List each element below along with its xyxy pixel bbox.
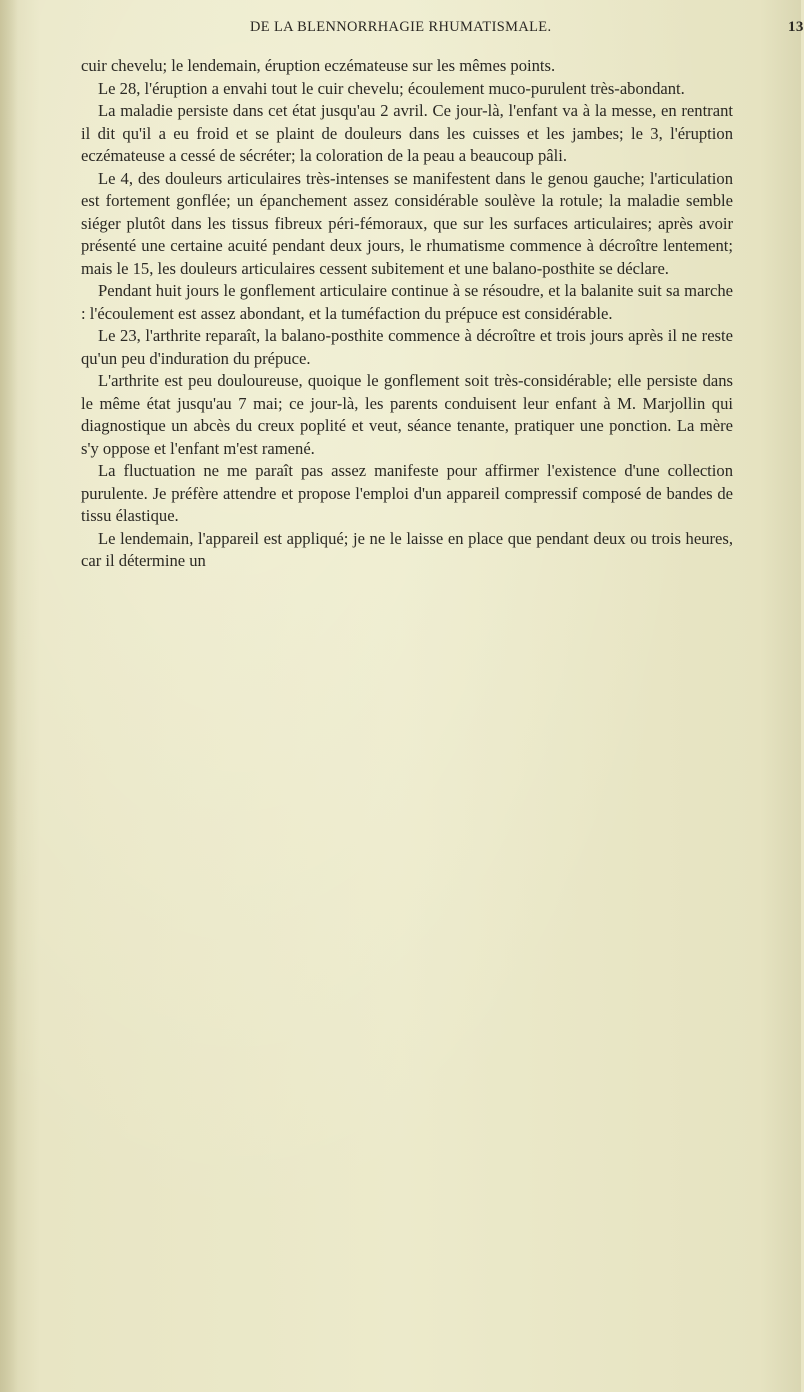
paragraph: Le 4, des douleurs articulaires très-intenses se manifestent dans le genou gauche; l'articulation est fortement gonflée; un épanchement assez considérable soulève la rotule; la maladie semble siéger plutôt dans les tissus fibreux péri-fémoraux, que sur les surfaces articulaires; après avoir présenté une certaine acuité pendant deux jours, le rhumatisme commence à décroître lentement; mais le 15, les douleurs articulaires cessent subitement et une balano-posthite se déclare.	[81, 168, 733, 278]
paragraph-continuation: cuir chevelu; le lendemain, éruption eczémateuse sur les mêmes points.	[81, 56, 556, 75]
running-title: DE LA BLENNORRHAGIE RHUMATISMALE.	[250, 19, 552, 35]
paragraph: La fluctuation ne me paraît pas assez manifeste pour affirmer l'existence d'une collection purulente. Je préfère attendre et propose l'emploi d'un appareil compressif composé de bandes de tissu élastique.	[81, 461, 733, 525]
page-edge-shadow	[0, 0, 18, 1392]
paragraph: Pendant huit jours le gonflement articulaire continue à se résoudre, et la balanite suit sa marche : l'écoulement est assez abondant, et la tuméfaction du prépuce est considérable.	[81, 281, 733, 323]
paragraph: Le 23, l'arthrite reparaît, la balano-posthite commence à décroître et trois jours après il ne reste qu'un peu d'induration du prépuce.	[81, 326, 733, 368]
paragraph: Le lendemain, l'appareil est appliqué; je ne le laisse en place que pendant deux ou trois heures, car il détermine un	[81, 528, 733, 570]
body-text	[81, 55, 733, 573]
paragraph: L'arthrite est peu douloureuse, quoique le gonflement soit très-considérable; elle persiste dans le même état jusqu'au 7 mai; ce jour-là, les parents conduisent leur enfant à M. Marjollin qui diagnostique un abcès du creux poplité et veut, séance tenante, pratiquer une ponction. La mère s'y oppose et l'enfant m'est ramené.	[81, 371, 733, 458]
paragraph: La maladie persiste dans cet état jusqu'au 2 avril. Ce jour-là, l'enfant va à la messe, en rentrant il dit qu'il a eu froid et se plaint de douleurs dans les cuisses et les jambes; le 3, l'éruption eczémateuse a cessé de sécréter; la coloration de la peau a beaucoup pâli.	[81, 101, 733, 165]
paragraph: Le 28, l'éruption a envahi tout le cuir chevelu; écoulement muco-purulent très-abondant.	[98, 78, 685, 98]
page-number: 13	[788, 19, 804, 35]
